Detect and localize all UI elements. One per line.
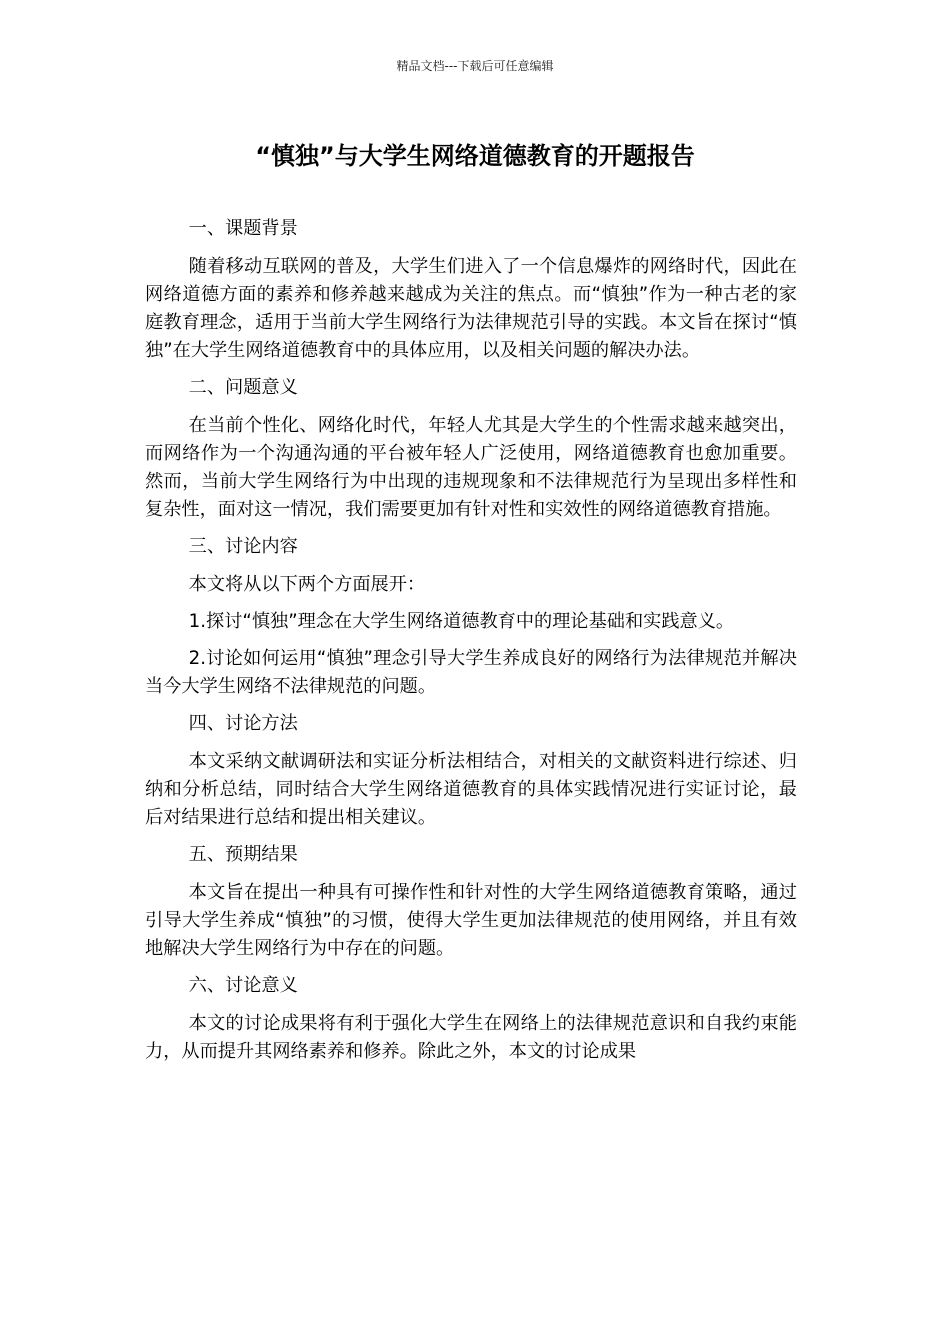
paragraph-discussion-significance: 本文的讨论成果将有利于强化大学生在网络上的法律规范意识和自我约束能力，从而提升其网络素养和修养。除此之外，本文的讨论成果 [145,1013,797,1062]
section-heading-background: 一、课题背景 [188,218,298,239]
paragraph-content-item-1: 1.探讨“慎独”理念在大学生网络道德教育中的理论基础和实践意义。 [188,611,735,632]
section-heading-method: 四、讨论方法 [188,713,298,734]
paragraph-method: 本文采纳文献调研法和实证分析法相结合，对相关的文献资料进行综述、归纳和分析总结，同时结合大学生网络道德教育的具体实践情况进行实证讨论，最后对结果进行总结和提出相关建议。 [145,751,797,828]
section-heading-content: 三、讨论内容 [188,536,298,557]
paragraph-content-intro: 本文将从以下两个方面展开： [188,574,426,595]
section-heading-expected-results: 五、预期结果 [188,844,298,865]
paragraph-significance: 在当前个性化、网络化时代，年轻人尤其是大学生的个性需求越来越突出，而网络作为一个沟通沟通的平台被年轻人广泛使用，网络道德教育也愈加重要。然而，当前大学生网络行为中出现的违规现象和不法律规范行为呈现出多样性和复杂性，面对这一情况，我们需要更加有针对性和实效性的网络道德教育措施。 [145,415,797,520]
document-title: “慎独”与大学生网络道德教育的开题报告 [255,142,695,170]
paragraph-content-item-2: 2.讨论如何运用“慎独”理念引导大学生养成良好的网络行为法律规范并解决当今大学生网络不法律规范的问题。 [145,648,797,697]
section-heading-discussion-significance: 六、讨论意义 [188,975,298,996]
header-note: 精品文档---下载后可任意编辑 [396,59,554,73]
paragraph-expected-results: 本文旨在提出一种具有可操作性和针对性的大学生网络道德教育策略，通过引导大学生养成“慎独”的习惯，使得大学生更加法律规范的使用网络，并且有效地解决大学生网络行为中存在的问题。 [145,882,797,959]
document-body [145,215,797,1075]
paragraph-background: 随着移动互联网的普及，大学生们进入了一个信息爆炸的网络时代，因此在网络道德方面的素养和修养越来越成为关注的焦点。而“慎独”作为一种古老的家庭教育理念，适用于当前大学生网络行为法律规范引导的实践。本文旨在探讨“慎独”在大学生网络道德教育中的具体应用，以及相关问题的解决办法。 [145,256,797,361]
section-heading-significance: 二、问题意义 [188,377,298,398]
